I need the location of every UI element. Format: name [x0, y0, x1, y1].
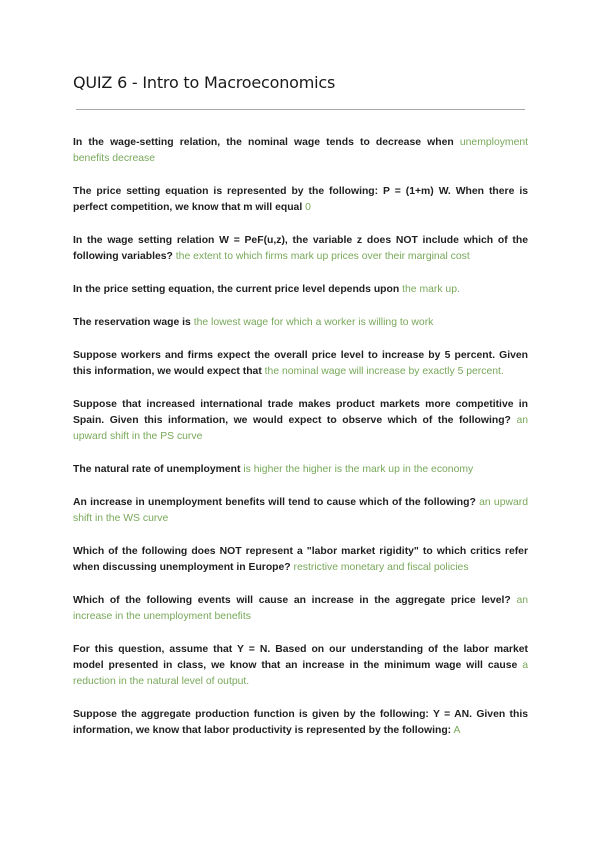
question-list: [73, 135, 528, 739]
question-text: An increase in unemployment benefits will tend to cause which of the following?: [73, 497, 476, 508]
answer-text: an upward shift in the PS curve: [73, 415, 528, 442]
title-divider: [76, 109, 525, 110]
question-item-6: [73, 348, 528, 380]
question-text: For this question, assume that Y = N. Based on our understanding of the labor market model presented in class, we know that an increase in the minimum wage will cause: [73, 644, 528, 671]
question-text: In the wage-setting relation, the nominal wage tends to decrease when: [73, 137, 454, 148]
question-text: Which of the following does NOT represent a "labor market rigidity" to which critics refer when discussing unemployment in Europe?: [73, 546, 528, 573]
answer-text: an upward shift in the WS curve: [73, 497, 528, 524]
answer-text: is higher the higher is the mark up in the economy: [243, 464, 474, 475]
answer-text: the mark up.: [402, 284, 460, 295]
question-item-7: [73, 397, 528, 445]
question-item-1: [73, 135, 528, 167]
question-item-2: [73, 184, 528, 216]
question-text: In the wage setting relation W = PeF(u,z), the variable z does NOT include which of the following variables?: [73, 235, 528, 262]
answer-text: unemployment benefits decrease: [73, 137, 529, 164]
answer-text: restrictive monetary and fiscal policies: [293, 562, 469, 573]
answer-text: the lowest wage for which a worker is willing to work: [193, 317, 434, 328]
answer-text: a reduction in the natural level of output.: [73, 660, 528, 687]
question-text: Suppose workers and firms expect the overall price level to increase by 5 percent. Given this information, we would expect that: [73, 350, 528, 377]
question-item-3: [73, 233, 528, 265]
question-item-5: [73, 315, 528, 331]
answer-text: the extent to which firms mark up prices over their marginal cost: [175, 251, 470, 262]
question-item-10: [73, 544, 528, 576]
question-text: Suppose the aggregate production function is given by the following: Y = AN. Given this information, we know that labor productivity is represented by the following:: [73, 709, 528, 736]
question-item-9: [73, 495, 528, 527]
question-text: In the price setting equation, the current price level depends upon: [73, 284, 400, 295]
answer-text: the nominal wage will increase by exactly 5 percent.: [264, 366, 504, 377]
question-text: The reservation wage is: [73, 317, 191, 328]
question-text: Which of the following events will cause an increase in the aggregate price level?: [73, 595, 511, 606]
answer-text: A: [453, 725, 461, 736]
answer-text: 0: [305, 202, 311, 213]
question-item-4: [73, 282, 528, 298]
question-item-8: [73, 462, 528, 478]
question-item-12: [73, 642, 528, 690]
question-text: The price setting equation is represented by the following: P = (1+m) W. When there is perfect competition, we know that m will equal: [73, 186, 528, 213]
page-title: QUIZ 6 - Intro to Macroeconomics: [73, 73, 336, 92]
question-text: Suppose that increased international trade makes product markets more competitive in Spain. Given this information, we would expect to observe which of the following?: [73, 399, 528, 426]
answer-text: an increase in the unemployment benefits: [73, 595, 528, 622]
question-text: The natural rate of unemployment: [73, 464, 241, 475]
question-item-13: [73, 707, 528, 739]
question-item-11: [73, 593, 528, 625]
